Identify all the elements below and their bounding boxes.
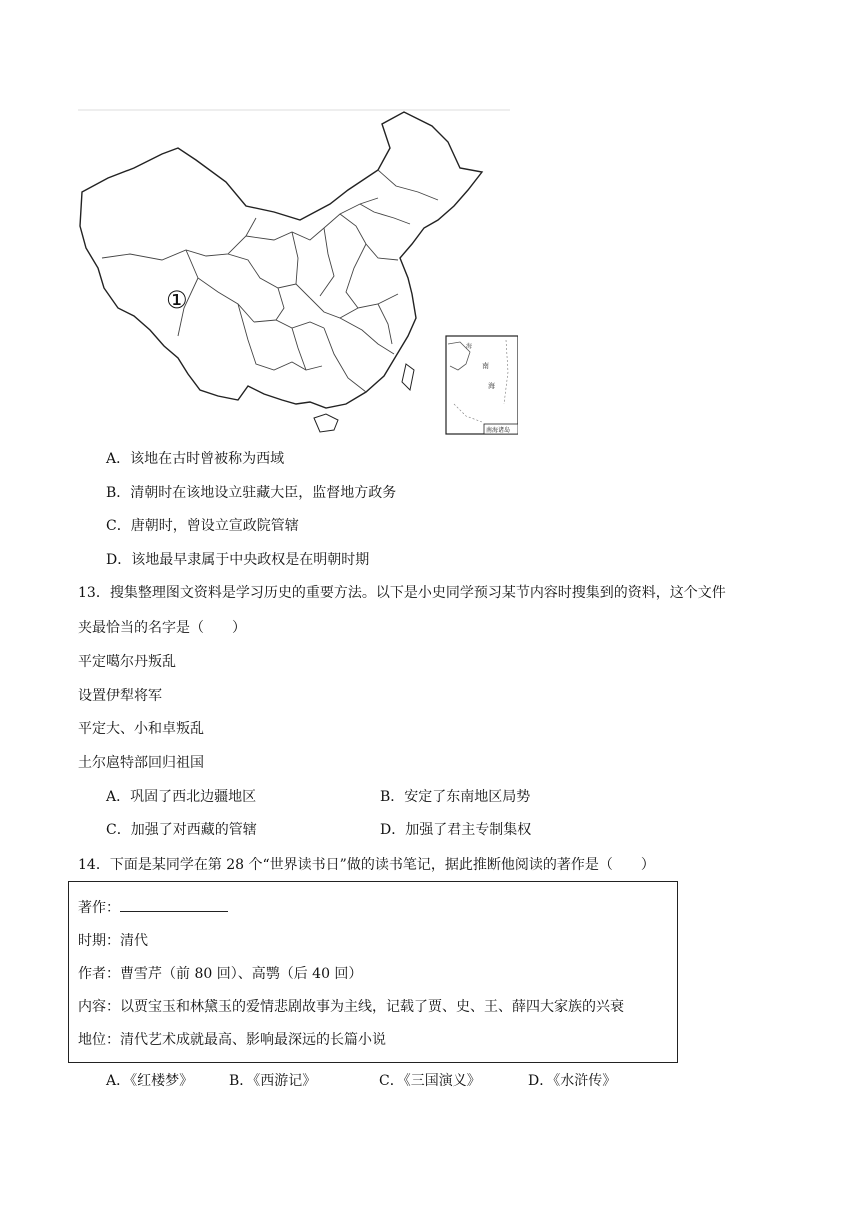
q13-stem-line2: 夹最恰当的名字是（ ） — [78, 620, 246, 636]
hainan-island — [314, 414, 338, 432]
note-status: 地位：清代艺术成就最高、影响最深远的长篇小说 — [78, 1032, 386, 1048]
map-marker: ① — [166, 286, 188, 314]
q13-material: 土尔扈特部回归祖国 — [78, 755, 204, 771]
q14-option-d[interactable]: D．《水浒传》 — [528, 1073, 617, 1089]
q14-stem: 14．下面是某同学在第 28 个“世界读书日”做的读书笔记，据此推断他阅读的著作是（ ） — [78, 857, 655, 873]
q13-option-d[interactable]: D．加强了君主专制集权 — [380, 822, 532, 838]
q14-option-a[interactable]: A．《红楼梦》 — [106, 1073, 194, 1089]
q13-material: 平定大、小和卓叛乱 — [78, 721, 204, 737]
q13-option-c[interactable]: C．加强了对西藏的管辖 — [106, 822, 257, 838]
q12-option-a[interactable]: A．该地在古时曾被称为西域 — [106, 451, 285, 467]
q13-material: 设置伊犁将军 — [78, 688, 162, 704]
q13-material: 平定噶尔丹叛乱 — [78, 654, 176, 670]
q13-option-b[interactable]: B．安定了东南地区局势 — [380, 789, 531, 805]
q13-stem-line1: 13．搜集整理图文资料是学习历史的重要方法。以下是小史同学预习某节内容时搜集到的资料，这个文件 — [78, 585, 726, 601]
q12-option-b[interactable]: B．清朝时在该地设立驻藏大臣，监督地方政务 — [106, 485, 397, 501]
q14-option-c[interactable]: C．《三国演义》 — [379, 1073, 481, 1089]
q13-option-a[interactable]: A．巩固了西北边疆地区 — [106, 789, 257, 805]
svg-text:海: 海 — [466, 343, 473, 350]
china-map-figure — [78, 108, 518, 438]
south-china-sea-inset — [446, 336, 518, 434]
svg-text:南: 南 — [482, 362, 489, 370]
svg-text:海: 海 — [488, 382, 495, 390]
note-work: 著作： — [78, 897, 228, 918]
q12-option-d[interactable]: D．该地最早隶属于中央政权是在明朝时期 — [106, 552, 370, 568]
q14-option-b[interactable]: B．《西游记》 — [229, 1073, 317, 1089]
china-outline — [80, 112, 482, 408]
note-author: 作者：曹雪芹（前 80 回）、高鹗（后 40 回） — [78, 966, 363, 982]
note-content: 内容：以贾宝玉和林黛玉的爱情悲剧故事为主线，记载了贾、史、王、薛四大家族的兴衰 — [78, 999, 624, 1015]
taiwan-island — [402, 364, 414, 390]
answer-blank — [120, 897, 228, 912]
svg-text:南海诸岛: 南海诸岛 — [486, 427, 511, 434]
note-period: 时期：清代 — [78, 933, 148, 949]
q12-option-c[interactable]: C．唐朝时，曾设立宣政院管辖 — [106, 518, 299, 534]
